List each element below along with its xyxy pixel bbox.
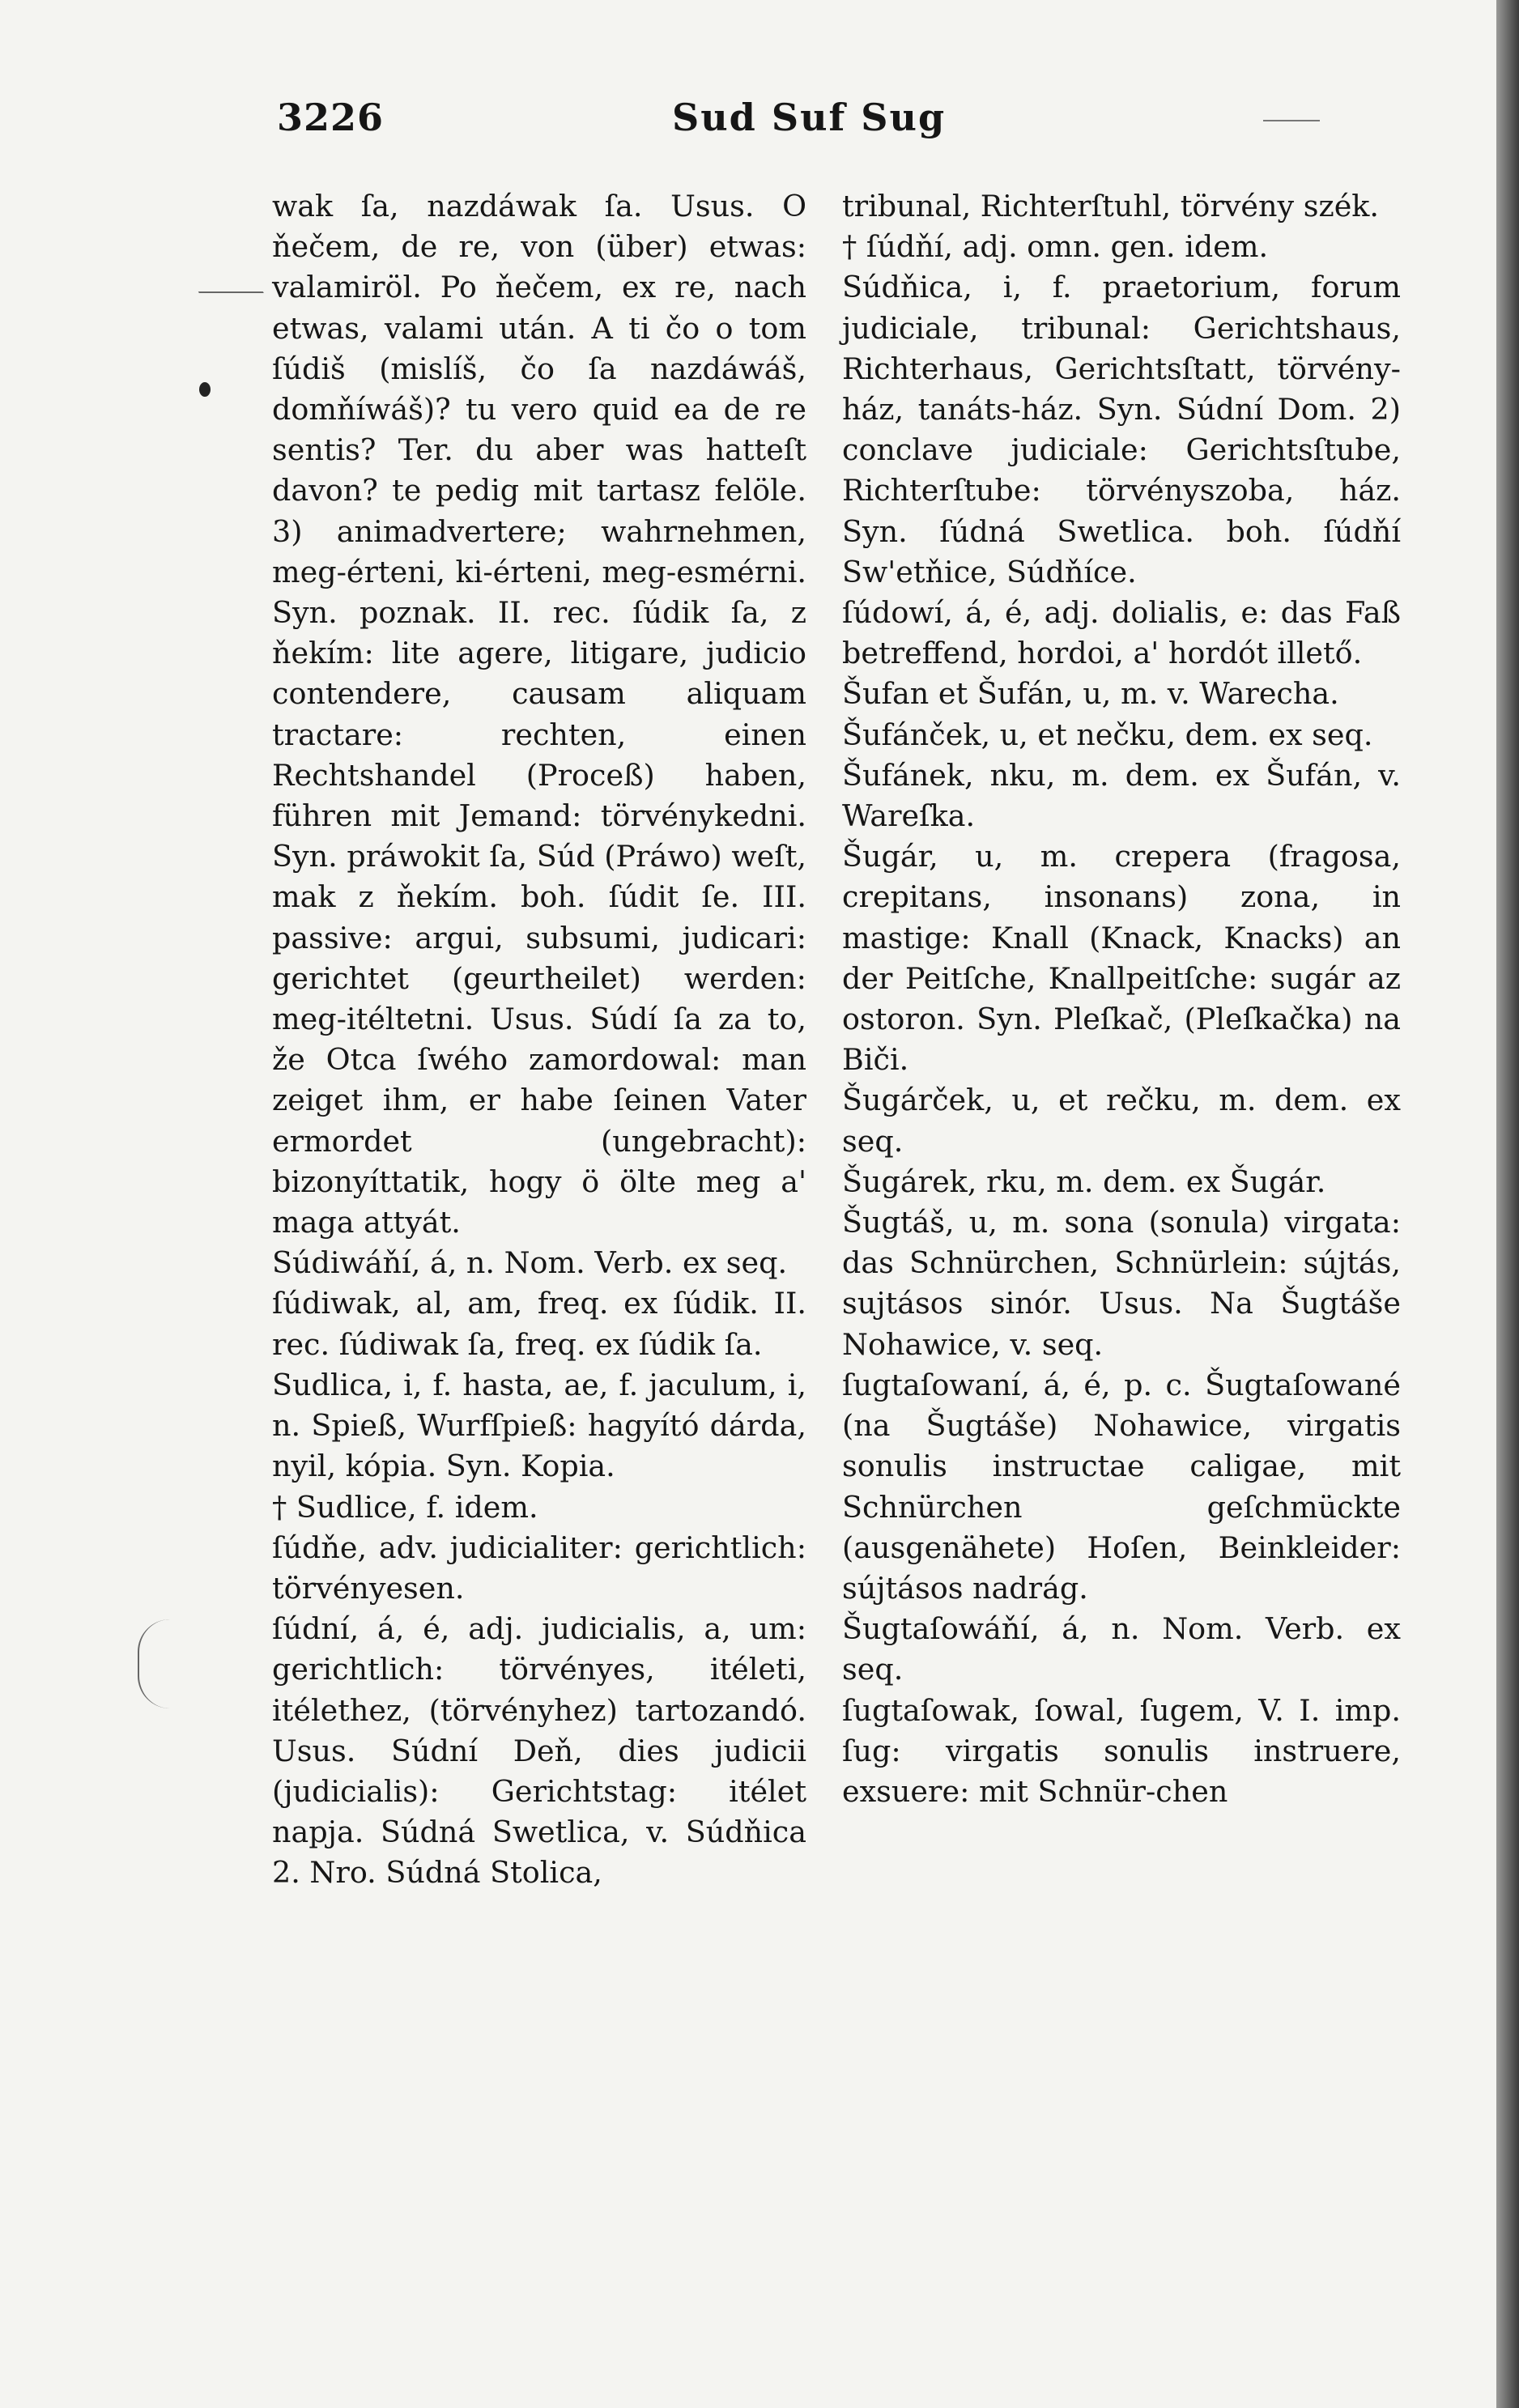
- pen-mark: [138, 1619, 188, 1708]
- dictionary-entry: Sudlica, i, f. hasta, ae, f. jaculum, i, n. Spieß, Wurfſpieß: hagyító dárda, nyil, kópia. Syn. Kopia.: [272, 1367, 806, 1484]
- page-edge-shadow: [1496, 0, 1519, 2408]
- dictionary-entry: tribunal, Richterſtuhl, törvény szék.: [842, 189, 1380, 223]
- dictionary-entry: ſugtaſowaní, á, é, p. c. Šugtaſowané (na Šugtáše) Nohawice, virgatis sonulis instructae caligae, mit Schnürchen geſchmückte (ausgenähete) Hoſen, Beinkleider: sújtásos nadrág.: [842, 1367, 1401, 1606]
- dictionary-entry: Súdňica, i, f. praetorium, forum judiciale, tribunal: Gerichtshaus, Richterhaus, Gerichtsſtatt, törvény-ház, tanáts-ház. Syn. Súdní Dom. 2) conclave judiciale: Gerichtsſtube, Richterſtube: törvényszoba, ház. Syn. ſúdná Swetlica. boh. ſúdňí Sw'etňice, Súdňíce.: [842, 270, 1401, 589]
- dictionary-entry: ſúdní, á, é, adj. judicialis, a, um: gerichtlich: törvényes, itéleti, itélethez, (törvényhez) tartozandó. Usus. Súdní Deň, dies judicii (judicialis): Gerichtstag: itélet napja. Súdná Swetlica, v. Súdňica 2. Nro. Súdná Stolica,: [272, 1611, 806, 1891]
- dictionary-entry: Šufánek, nku, m. dem. ex Šufán, v. Wareſka.: [842, 757, 1401, 834]
- dictionary-entry: † Sudlice, f. idem.: [272, 1489, 538, 1525]
- right-column: [842, 186, 1401, 1812]
- page-header: [267, 96, 1417, 152]
- dictionary-entry: Šugárček, u, et rečku, m. dem. ex seq.: [842, 1083, 1401, 1159]
- dictionary-entry: Šugtaſowáňí, á, n. Nom. Verb. ex seq.: [842, 1611, 1401, 1687]
- dictionary-entry: Šufan et Šufán, u, m. v. Warecha.: [842, 676, 1339, 712]
- dictionary-entry: ſúdiwak, al, am, freq. ex ſúdik. II. rec. ſúdiwak ſa, freq. ex ſúdik ſa.: [272, 1286, 806, 1362]
- dictionary-entry: Šugtáš, u, m. sona (sonula) virgata: das Schnürchen, Schnürlein: sújtás, sujtásos sinór. Usus. Na Šugtáše Nohawice, v. seq.: [842, 1205, 1401, 1362]
- dictionary-entry: Súdiwáňí, á, n. Nom. Verb. ex seq.: [272, 1245, 788, 1281]
- dictionary-entry: wak ſa, nazdáwak ſa. Usus. O ňečem, de re, von (über) etwas: valamiröl. Po ňečem, ex re, nach etwas, valami után. A ti čo o tom ſúdiš (mislíš, čo ſa nazdáwáš, domňíwáš)? tu vero quid ea de re sentis? Ter. du aber was hatteſt davon? te pedig mit tartasz felöle. 3) animadvertere; wahrnehmen, meg-érteni, ki-érteni, meg-esmérni. Syn. poznak. II. rec. ſúdik ſa, z ňekím: lite agere, litigare, judicio contendere, causam aliquam tractare: rechten, einen Rechtshandel (Proceß) haben, führen mit Jemand: törvénykedni. Syn. práwokit ſa, Súd (Práwo) weſt, mak z ňekím. boh. ſúdit ſe. III. passive: argui, subsumi, judicari: gerichtet (geurtheilet) werden: meg-itéltetni. Usus. Súdí ſa za to, že Otca ſwého zamordowal: man zeiget ihm, er habe ſeinen Vater ermordet (ungebracht): bizonyíttatik, hogy ö ölte meg a' maga attyát.: [272, 189, 806, 1240]
- left-column: [272, 186, 806, 1894]
- page-number: 3226: [277, 96, 385, 139]
- dictionary-entry: Šufánček, u, et nečku, dem. ex seq.: [842, 717, 1373, 752]
- dictionary-entry: ſúdowí, á, é, adj. dolialis, e: das Faß betreffend, hordoi, a' hordót illető.: [842, 595, 1401, 671]
- dictionary-entry: Šugár, u, m. crepera (fragosa, crepitans, insonans) zona, in mastige: Knall (Knack, Knacks) an der Peitſche, Knallpeitſche: sugár az ostoron. Syn. Pleſkač, (Pleſkačka) na Biči.: [842, 839, 1401, 1078]
- dictionary-entry: † ſúdňí, adj. omn. gen. idem.: [842, 229, 1269, 265]
- ink-dot: [199, 382, 211, 397]
- pen-mark: [170, 243, 264, 293]
- dictionary-entry: ſúdňe, adv. judicialiter: gerichtlich: törvényesen.: [272, 1529, 806, 1606]
- dictionary-entry: ſugtaſowak, ſowal, ſugem, V. I. imp. ſug: virgatis sonulis instruere, exsuere: mit Schnür-chen: [842, 1692, 1401, 1809]
- dictionary-entry: Šugárek, rku, m. dem. ex Šugár.: [842, 1164, 1326, 1199]
- header-dash: [1263, 120, 1320, 121]
- running-head: Sud Suf Sug: [672, 96, 947, 139]
